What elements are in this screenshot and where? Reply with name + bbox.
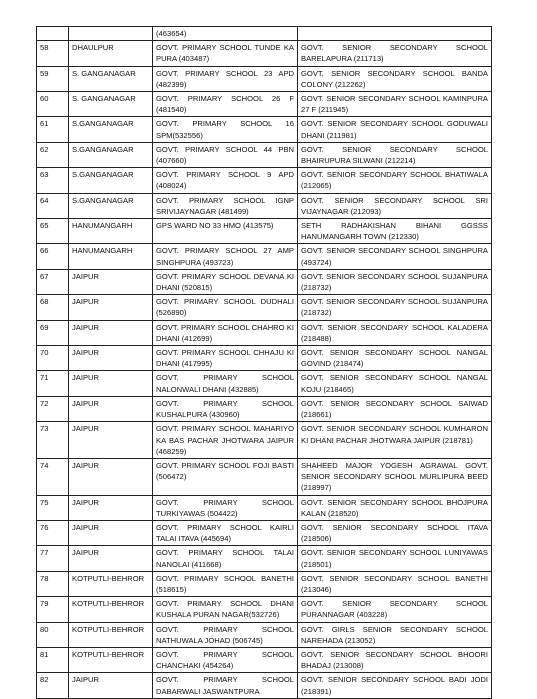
target-school-cell: GOVT. SENIOR SECONDARY SCHOOL NANGAL KOJU (218465) xyxy=(298,371,492,396)
table-row xyxy=(37,92,492,117)
source-school-cell: GOVT. PRIMARY SCHOOL NATHUWALA JOHAD (506745) xyxy=(153,622,298,647)
serial-number-cell: 66 xyxy=(37,244,69,269)
target-school-cell: GOVT. SENIOR SECONDARY SCHOOL SRI VIJAYNAGAR (212093) xyxy=(298,193,492,218)
source-school-cell: GOVT. PRIMARY SCHOOL KUSHALPURA (430960) xyxy=(153,396,298,421)
serial-number-cell: 79 xyxy=(37,597,69,622)
source-school-cell: GOVT. PRIMARY SCHOOL TALAI NANOLAI (411668) xyxy=(153,546,298,571)
serial-number-cell: 65 xyxy=(37,219,69,244)
district-cell: KOTPUTLI-BEHROR xyxy=(69,647,153,672)
target-school-cell: GOVT. SENIOR SECONDARY SCHOOL BHATIWALA (212065) xyxy=(298,168,492,193)
source-school-cell: GOVT. PRIMARY SCHOOL 9 APD (408024) xyxy=(153,168,298,193)
table-row xyxy=(37,520,492,545)
source-school-cell: GOVT. PRIMARY SCHOOL 23 APD (482399) xyxy=(153,66,298,91)
district-cell: HANUMANGARH xyxy=(69,244,153,269)
district-cell: JAIPUR xyxy=(69,520,153,545)
target-school-cell: GOVT. SENIOR SECONDARY SCHOOL PURANNAGAR (403228) xyxy=(298,597,492,622)
target-school-cell: GOVT. GIRLS SENIOR SECONDARY SCHOOL NAREHADA (213052) xyxy=(298,622,492,647)
target-school-cell: GOVT. SENIOR SECONDARY SCHOOL SINGHPURA (493724) xyxy=(298,244,492,269)
serial-number-cell: 72 xyxy=(37,396,69,421)
serial-number-cell: 60 xyxy=(37,92,69,117)
district-cell: JAIPUR xyxy=(69,371,153,396)
serial-number-cell: 64 xyxy=(37,193,69,218)
district-cell: JAIPUR xyxy=(69,396,153,421)
target-school-cell: GOVT. SENIOR SECONDARY SCHOOL ITAVA (218506) xyxy=(298,520,492,545)
target-school-cell: GOVT. SENIOR SECONDARY SCHOOL LUNIYAWAS (218501) xyxy=(298,546,492,571)
source-school-cell: GOVT. PRIMARY SCHOOL DABARWALI JASWANTPURA xyxy=(153,673,298,698)
table-row xyxy=(37,458,492,495)
target-school-cell: GOVT. SENIOR SECONDARY SCHOOL GODUWALI DHANI (211981) xyxy=(298,117,492,142)
serial-number-cell: 67 xyxy=(37,269,69,294)
source-school-cell: GOVT. PRIMARY SCHOOL IGNP SRIVIJAYNAGAR (481499) xyxy=(153,193,298,218)
district-cell xyxy=(69,27,153,41)
serial-number-cell: 59 xyxy=(37,66,69,91)
district-cell: S.GANGANAGAR xyxy=(69,142,153,167)
table-row xyxy=(37,346,492,371)
table-row xyxy=(37,396,492,421)
table-row xyxy=(37,546,492,571)
table-row xyxy=(37,168,492,193)
table-row xyxy=(37,622,492,647)
source-school-cell: GOVT. PRIMARY SCHOOL 27 AMP SINGHPURA (493723) xyxy=(153,244,298,269)
target-school-cell: SETH RADHAKISHAN BIHANI GGSSS HANUMANGARH TOWN (212330) xyxy=(298,219,492,244)
target-school-cell: GOVT. SENIOR SECONDARY SCHOOL KUMHARON KI DHANI PACHAR JHOTWARA JAIPUR (218781) xyxy=(298,422,492,459)
table-row xyxy=(37,495,492,520)
serial-number-cell: 81 xyxy=(37,647,69,672)
target-school-cell: GOVT. SENIOR SECONDARY SCHOOL BADI JODI (218391) xyxy=(298,673,492,698)
source-school-cell: GPS WARD NO 33 HMO (413575) xyxy=(153,219,298,244)
table-row xyxy=(37,647,492,672)
district-cell: JAIPUR xyxy=(69,346,153,371)
district-cell: JAIPUR xyxy=(69,495,153,520)
serial-number-cell xyxy=(37,27,69,41)
table-row xyxy=(37,269,492,294)
source-school-cell: GOVT. PRIMARY SCHOOL DEVANA KI DHANI (520815) xyxy=(153,269,298,294)
source-school-cell: GOVT. PRIMARY SCHOOL 16 SPM(532556) xyxy=(153,117,298,142)
table-row xyxy=(37,597,492,622)
table-row xyxy=(37,66,492,91)
target-school-cell: GOVT. SENIOR SECONDARY SCHOOL SUJANPURA (218732) xyxy=(298,295,492,320)
serial-number-cell: 69 xyxy=(37,320,69,345)
table-row xyxy=(37,219,492,244)
table-row xyxy=(37,371,492,396)
table-row xyxy=(37,117,492,142)
source-school-cell: GOVT. PRIMARY SCHOOL NALONWALI DHANI (432885) xyxy=(153,371,298,396)
school-merger-table xyxy=(36,26,492,699)
target-school-cell: GOVT. SENIOR SECONDARY SCHOOL BHOORI BHADAJ (213008) xyxy=(298,647,492,672)
source-school-cell: GOVT. PRIMARY SCHOOL TUNDE KA PURA (403487) xyxy=(153,41,298,66)
district-cell: KOTPUTLI-BEHROR xyxy=(69,622,153,647)
table-row xyxy=(37,673,492,698)
table-row xyxy=(37,41,492,66)
district-cell: JAIPUR xyxy=(69,320,153,345)
source-school-cell: GOVT. PRIMARY SCHOOL BANETHI (518615) xyxy=(153,571,298,596)
table-row-continued xyxy=(37,27,492,41)
target-school-cell: GOVT. SENIOR SECONDARY SCHOOL NANGAL GOVIND (218474) xyxy=(298,346,492,371)
target-school-cell: GOVT. SENIOR SECONDARY SCHOOL KAMINPURA 27 F (211945) xyxy=(298,92,492,117)
serial-number-cell: 82 xyxy=(37,673,69,698)
source-school-cell: GOVT. PRIMARY SCHOOL DUDHALI (526890) xyxy=(153,295,298,320)
serial-number-cell: 62 xyxy=(37,142,69,167)
serial-number-cell: 77 xyxy=(37,546,69,571)
source-school-cell: GOVT. PRIMARY SCHOOL CHAHRO KI DHANI (412699) xyxy=(153,320,298,345)
district-cell: JAIPUR xyxy=(69,295,153,320)
serial-number-cell: 68 xyxy=(37,295,69,320)
target-school-cell: GOVT. SENIOR SECONDARY SCHOOL SUJANPURA (218732) xyxy=(298,269,492,294)
table-row xyxy=(37,320,492,345)
target-school-cell: SHAHEED MAJOR YOGESH AGRAWAL GOVT. SENIOR SECONDARY SCHOOL MURLIPURA BEED (218997) xyxy=(298,458,492,495)
serial-number-cell: 70 xyxy=(37,346,69,371)
district-cell: S. GANGANAGAR xyxy=(69,92,153,117)
source-school-cell: GOVT. PRIMARY SCHOOL TURKIYAWAS (504422) xyxy=(153,495,298,520)
target-school-cell: GOVT. SENIOR SECONDARY SCHOOL KALADERA (218488) xyxy=(298,320,492,345)
source-school-cell: (463654) xyxy=(153,27,298,41)
serial-number-cell: 63 xyxy=(37,168,69,193)
table-row xyxy=(37,422,492,459)
district-cell: S.GANGANAGAR xyxy=(69,168,153,193)
serial-number-cell: 80 xyxy=(37,622,69,647)
table-row xyxy=(37,244,492,269)
source-school-cell: GOVT. PRIMARY SCHOOL DHANI KUSHALA PURAN NAGAR(532726) xyxy=(153,597,298,622)
serial-number-cell: 76 xyxy=(37,520,69,545)
source-school-cell: GOVT. PRIMARY SCHOOL FOJI BASTI (506472) xyxy=(153,458,298,495)
source-school-cell: GOVT. PRIMARY SCHOOL 26 F (481540) xyxy=(153,92,298,117)
source-school-cell: GOVT. PRIMARY SCHOOL KAIRLI TALAI ITAVA (445694) xyxy=(153,520,298,545)
serial-number-cell: 75 xyxy=(37,495,69,520)
target-school-cell: GOVT. SENIOR SECONDARY SCHOOL SAIWAD (218661) xyxy=(298,396,492,421)
district-cell: KOTPUTLI-BEHROR xyxy=(69,597,153,622)
source-school-cell: GOVT. PRIMARY SCHOOL CHANCHAKI (454264) xyxy=(153,647,298,672)
district-cell: JAIPUR xyxy=(69,458,153,495)
table-row xyxy=(37,571,492,596)
serial-number-cell: 78 xyxy=(37,571,69,596)
district-cell: DHAULPUR xyxy=(69,41,153,66)
source-school-cell: GOVT. PRIMARY SCHOOL 44 PBN (407660) xyxy=(153,142,298,167)
source-school-cell: GOVT. PRIMARY SCHOOL CHHAJU KI DHANI (417995) xyxy=(153,346,298,371)
target-school-cell xyxy=(298,27,492,41)
table-row xyxy=(37,295,492,320)
district-cell: S.GANGANAGAR xyxy=(69,117,153,142)
serial-number-cell: 74 xyxy=(37,458,69,495)
table-row xyxy=(37,193,492,218)
district-cell: KOTPUTLI-BEHROR xyxy=(69,571,153,596)
district-cell: HANUMANGARH xyxy=(69,219,153,244)
district-cell: JAIPUR xyxy=(69,673,153,698)
district-cell: S. GANGANAGAR xyxy=(69,66,153,91)
district-cell: JAIPUR xyxy=(69,422,153,459)
district-cell: S.GANGANAGAR xyxy=(69,193,153,218)
district-cell: JAIPUR xyxy=(69,269,153,294)
source-school-cell: GOVT. PRIMARY SCHOOL MAHARIYO KA BAS PACHAR JHOTWARA JAIPUR (468259) xyxy=(153,422,298,459)
serial-number-cell: 73 xyxy=(37,422,69,459)
serial-number-cell: 58 xyxy=(37,41,69,66)
target-school-cell: GOVT. SENIOR SECONDARY SCHOOL BHAIRUPURA SILWANI (212214) xyxy=(298,142,492,167)
district-cell: JAIPUR xyxy=(69,546,153,571)
table-body xyxy=(37,27,492,699)
serial-number-cell: 61 xyxy=(37,117,69,142)
target-school-cell: GOVT. SENIOR SECONDARY SCHOOL BANETHI (213046) xyxy=(298,571,492,596)
serial-number-cell: 71 xyxy=(37,371,69,396)
table-row xyxy=(37,142,492,167)
target-school-cell: GOVT. SENIOR SECONDARY SCHOOL BHOJPURA KALAN (218520) xyxy=(298,495,492,520)
target-school-cell: GOVT. SENIOR SECONDARY SCHOOL BARELAPURA (211713) xyxy=(298,41,492,66)
target-school-cell: GOVT. SENIOR SECONDARY SCHOOL BANDA COLONY (212262) xyxy=(298,66,492,91)
